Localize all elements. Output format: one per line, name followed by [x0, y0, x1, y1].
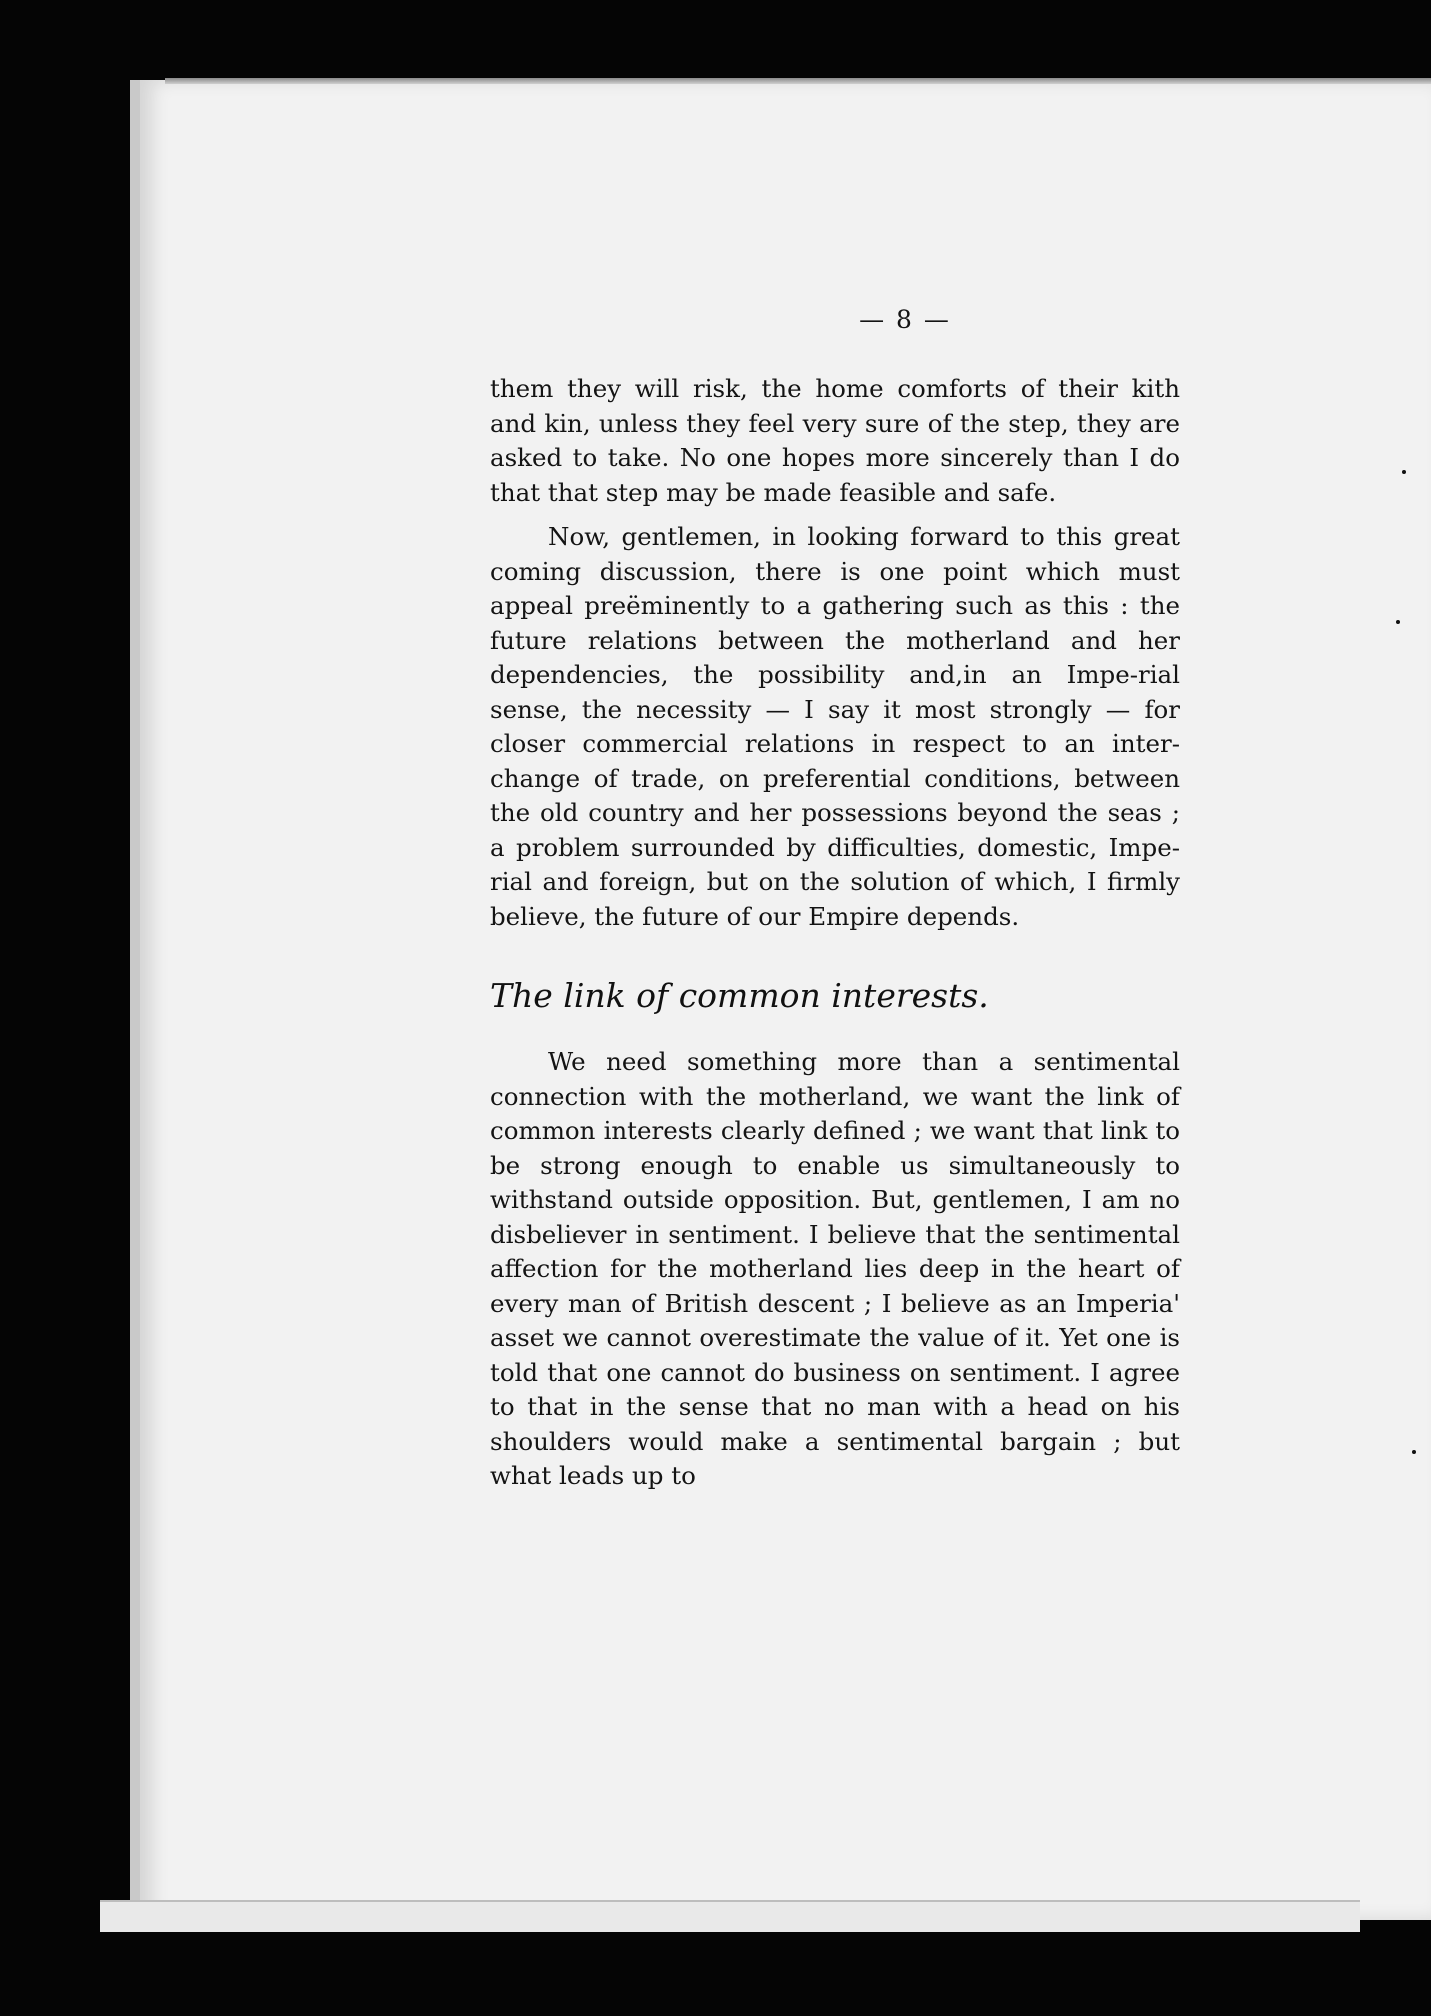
- page-content: [490, 305, 1180, 1494]
- margin-speck: [1402, 470, 1406, 474]
- paragraph: Now, gentlemen, in looking forward to this great coming discussion, there is one point which must appeal preëminently to a gathering such as this : the future relations between the motherland and her dependencies, the possibility and,in an Impe-rial sense, the necessity — I say it most strongly — for closer commercial relations in respect to an inter-change of trade, on preferential conditions, between the old country and her possessions beyond the seas ; a problem surrounded by difficulties, domestic, Impe-rial and foreign, but on the solution of which, I firmly believe, the future of our Empire depends.: [490, 522, 1180, 931]
- section-heading: The link of common interests.: [490, 976, 989, 1015]
- margin-speck: [1412, 1450, 1416, 1454]
- page-bottom-edge: [100, 1900, 1360, 1932]
- margin-speck: [1396, 620, 1400, 624]
- paragraph: We need something more than a sentimental connection with the motherland, we want the link of common interests clearly defined ; we want that link to be strong enough to enable us simultaneously to withstand outside opposition. But, gentlemen, I am no disbeliever in sentiment. I believe that the sentimental affection for the motherland lies deep in the heart of every man of British descent ; I believe as an Imperia' asset we cannot overestimate the value of it. Yet one is told that one cannot do business on sentiment. I agree to that in the sense that no man with a head on his shoulders would make a sentimental bargain ; but what leads up to: [490, 1047, 1180, 1490]
- page-number: — 8 —: [859, 305, 951, 334]
- page-top-edge: [165, 78, 1431, 84]
- paragraph: them they will risk, the home comforts of their kith and kin, unless they feel very sure of the step, they are asked to take. No one hopes more sincerely than I do that that step may be made feasible and safe.: [490, 374, 1180, 507]
